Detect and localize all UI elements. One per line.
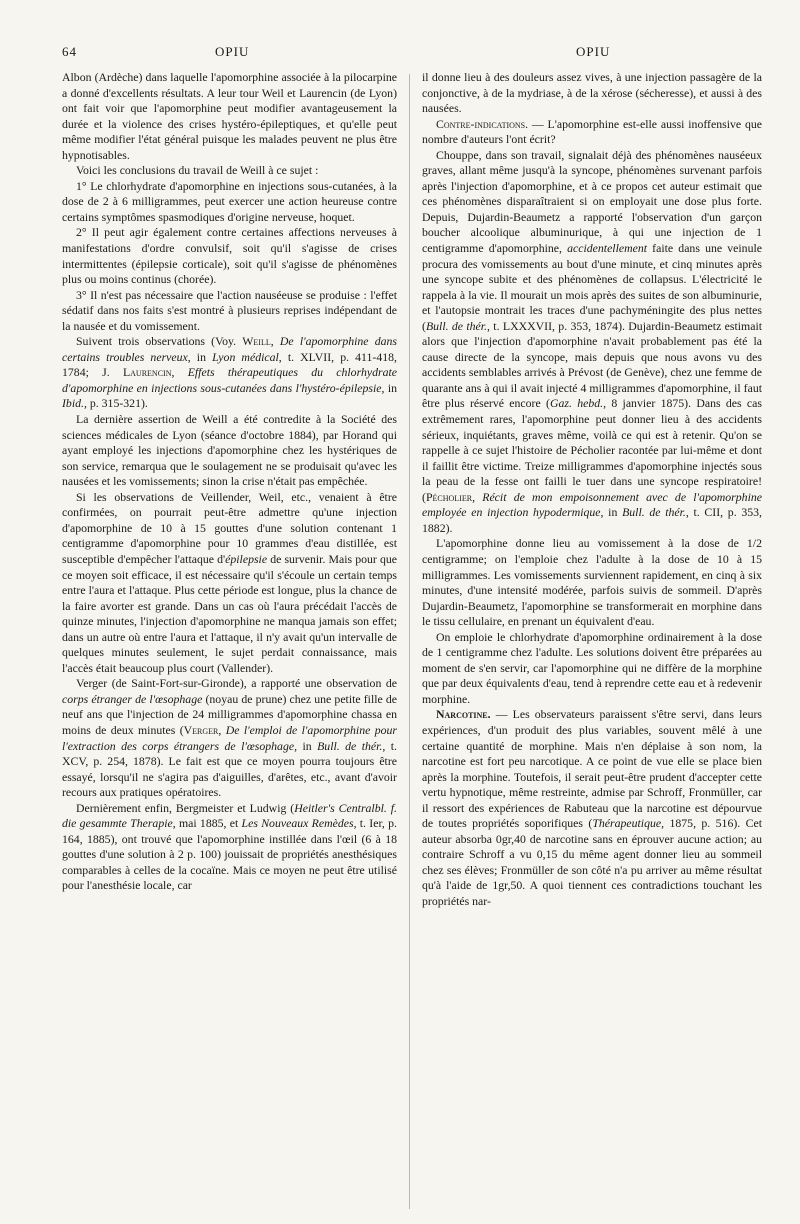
paragraph	[422, 117, 762, 148]
text-run: , t. XLVII, p. 411-418, 1784; J.	[62, 349, 397, 380]
text-run: , 1875, p. 516). Cet auteur absorba 0gr,40 de narcotine sans en éprouver aucune action; au contraire Schroff a vu 0,15 du même agent donner lieu au sommeil chez ses élèves; Fronmüller de son côté n'a pu arriver au même résultat qu'à l'aide de 1gr,50. A quoi tiennent ces contradictions touchant les propriétés nar-	[422, 816, 762, 908]
text-run: , in	[381, 380, 397, 395]
text-run: de survenir. Mais pour que ce moyen soit efficace, il est nécessaire qu'il s'écoule un certain temps entre l'aura et l'attaque. Plus cette période est longue, plus la chance de la faire avorter est grande. Dans un cas où l'aura précédait l'accès de quinze minutes, l'injection d'apomorphine ne manqua jamais son effet; dans un autre où entre l'aura et l'attaque, il n'y avait qu'un intervalle de quelques minutes seulement, le sujet perdait connaissance, mais l'accès était beaucoup plus court (Vallender).	[62, 551, 397, 675]
page-number: 64	[62, 44, 77, 59]
text-run: , t. CII, p. 353, 1882).	[422, 505, 762, 535]
left-column	[62, 70, 397, 1210]
citation-title: Les Nouveaux Remèdes	[241, 816, 354, 831]
text-run: — L'apomorphine est-elle aussi inoffensive que nombre d'auteurs l'ont écrit?	[422, 116, 762, 147]
citation-title: De l'emploi de l'apomorphine pour l'extraction des corps étrangers de l'œsophage	[62, 722, 397, 753]
citation-title: Gaz. hebd.	[549, 396, 604, 411]
paragraph	[62, 334, 397, 412]
column-divider	[409, 74, 410, 1209]
text-run: Dernièrement enfin, Bergmeister et Ludwig (	[76, 800, 295, 815]
text-run: ,	[218, 722, 226, 737]
text-run: Si les observations de Veillender, Weil, etc., venaient à être confirmées, on pourrait peut-être admettre qu'une injection d'apomorphine de 10 à 15 gouttes d'une solution contenant 1 centigramme d'apomorphine pour 10 grammes d'eau distillée, est susceptible d'empêcher l'attaque d'	[62, 489, 397, 566]
citation-title: De l'apomorphine dans certains troubles nerveux	[62, 334, 397, 364]
text-run: , mai 1885, et	[172, 816, 242, 831]
text-run: ,	[472, 489, 483, 504]
paragraph	[62, 801, 397, 894]
text-run: Suivent trois observations (Voy.	[76, 334, 243, 349]
text-run: , p. 315-321).	[83, 396, 148, 411]
text-run: , t. Ier, p. 164, 1885), ont trouvé que l'apomorphine instillée dans l'œil (6 à 18 gouttes d'une solution à 2 p. 100) jouissait de propriétés anesthésiques comparables à celles de la cocaïne. Mais ce moyen ne peut être utilisé pour l'anesthésie locale, car	[62, 816, 397, 893]
emphasis: corps étranger de l'œsophage	[62, 691, 203, 706]
paragraph: On emploie le chlorhydrate d'apomorphine ordinairement à la dose de 1 centigramme chez l'adulte. Les solutions doivent être préparées au moment de s'en servir, car l'apomorphine qui ne diffère de la morphine que par deux équivalents d'eau, tend à reprendre cette eau et à redevenir morphine.	[422, 629, 762, 706]
citation-title: Effets thérapeutiques du chlorhydrate d'apomorphine en injections sous-cutanées dans l'hystéro-épilepsie	[62, 365, 397, 395]
text-run: (noyau de prune) chez une petite fille de neuf ans que l'injection de 24 milligrammes d'apomorphine chassa en moins de deux minutes (	[62, 691, 397, 737]
paragraph: L'apomorphine donne lieu au vomissement à la dose de 1/2 centigramme; on l'emploie chez l'adulte à la dose de 10 à 15 milligrammes. Les vomissements surviennent rapidement, en cinq à six minutes, d'une intensité modérée, parfois suivis de sommeil. D'après Dujardin-Beaumetz, l'apomorphine se transformerait en morphine dans le tissu cellulaire, en prenant un équivalent d'eau.	[422, 536, 762, 629]
citation-title: Ibid.	[62, 396, 84, 411]
author-name: Verger	[183, 722, 219, 737]
text-run: ,	[270, 334, 280, 349]
paragraph: 2° Il peut agir également contre certaines affections nerveuses à manifestations d'ordre convulsif, soit qu'il s'agisse de crises intermittentes (épilepsie corticale), soit qu'il s'agisse de phénomènes plus ou moins continus (chorée).	[62, 225, 397, 287]
emphasis: épilepsie	[225, 551, 268, 566]
paragraph	[422, 707, 762, 909]
text-run: , in	[294, 738, 318, 753]
text-run: , in	[600, 505, 623, 520]
author-name: Pécholier	[425, 489, 473, 504]
right-column	[422, 70, 762, 1210]
text-run: , t. XCV, p. 254, 1878). Le fait est que ce moyen pourra toujours être essayé, lorsqu'il ne s'agira pas d'aiguilles, d'arêtes, etc., avant d'avoir recours aux pratiques opératoires.	[62, 738, 397, 800]
paragraph: 3° Il n'est pas nécessaire que l'action nauséeuse se produise : l'effet sédatif dans nos faits s'est montré à plusieurs reprises indépendant de la nausée et du vomissement.	[62, 287, 397, 333]
text-run: ,	[171, 365, 188, 380]
section-heading: Contre-indications.	[436, 116, 529, 131]
citation-title: Thérapeutique	[592, 816, 662, 831]
paragraph	[62, 490, 397, 677]
citation-title: Bull. de thér.	[622, 505, 686, 520]
citation-title: Récit de mon empoisonnement avec de l'apomorphine employée en injection hypodermique	[422, 489, 762, 520]
text-run: , t. LXXXVII, p. 353, 1874). Dujardin-Beaumetz estimait alors que l'injection d'apomorphine n'avait probablement pas été la cause directe de la syncope, mais depuis que nous avons vu des accidents semblables arrivés à Prévost (de Genève), chez une femme de quarante ans à qui il avait injecté 4 milligrammes d'apomorphine, il faut être plus réservé encore (	[422, 318, 762, 411]
text-run: — Les observateurs paraissent s'être servi, dans leurs expériences, d'un produit des plus variables, souvent mêlé à une certaine quantité de morphine. Mais n'en déplaise à son nom, la narcotine est fort peu narcotique. A ce point de vue elle se place bien après la morphine. Toutefois, il serait peut-être prudent d'accepter cette vertu hypnotique, même restreinte, admise par Schroff, Fronmüller, car il ressort des expériences de Rabuteau que la narcotine est dépourvue de toutes propriétés soporifiques (	[422, 707, 762, 831]
section-heading: Narcotine.	[436, 707, 491, 722]
citation-title: Heitler's Centralbl. f. die gesammte Therapie	[62, 800, 397, 831]
paragraph: Voici les conclusions du travail de Weill à ce sujet :	[76, 163, 319, 178]
text-run: , in	[187, 349, 213, 364]
citation-title: Bull. de thér.	[317, 738, 383, 753]
author-name: Weill	[242, 334, 271, 349]
text-run: faite dans une veinule procura des vomissements au bout d'une minute, et cinq minutes après une syncope subite et des phénomènes de collapsus. L'électricité le rappela à la vie. Il mourait un mois après des suites de son albuminurie, et l'autopsie montrait les traces d'une pachyméningite des plus nettes (	[422, 241, 762, 333]
citation-title: Lyon médical	[212, 349, 279, 364]
running-head-right: OPIU	[576, 44, 611, 59]
emphasis: accidentellement	[567, 241, 648, 256]
citation-title: Bull. de thér.	[425, 318, 488, 333]
text-run: Chouppe, dans son travail, signalait déjà des phénomènes nauséeux graves, allant même jusqu'à la syncope, phénomènes survenant parfois après l'injection d'apomorphine, et à ce propos cet auteur estimait que ces phénomènes disparaîtraient si on employait une dose plus forte. Depuis, Dujardin-Beaumetz a rapporté l'observation d'un garçon boucher alcoolique albuminurique, à qui une injection de 1 centigramme d'apomorphine,	[422, 147, 762, 256]
paragraph: Albon (Ardèche) dans laquelle l'apomorphine associée à la pilocarpine a donné d'excellents résultats. A leur tour Weil et Laurencin (de Lyon) ont fait voir que l'apomorphine peut modifier avantageusement la durée et la violence des crises hystéro-épileptiques, et qu'elle peut même modifier l'état général puisque les malades peuvent ne plus être hypnotisables.	[62, 70, 397, 162]
running-head-left: OPIU	[215, 44, 250, 59]
paragraph: il donne lieu à des douleurs assez vives, à une injection passagère de la conjonctive, à de la mydriase, à de la xérose (sécheresse), et aussi à des nausées.	[422, 70, 762, 116]
paragraph: La dernière assertion de Weill a été contredite à la Société des sciences médicales de Lyon (séance d'octobre 1884), par Horand qui ayant employé les injections d'apomorphine chez les hystériques de son service, remarqua que le soulagement ne se produisait qu'avec les nausées et les vomissements; sinon la crise n'était pas empêchée.	[62, 412, 397, 489]
paragraph	[62, 676, 397, 800]
paragraph: 1° Le chlorhydrate d'apomorphine en injections sous-cutanées, à la dose de 2 à 6 milligrammes, peut exercer une action heureuse contre certains symptômes spasmodiques d'origine nerveuse, hoquet.	[62, 178, 397, 224]
author-name: Laurencin	[122, 365, 172, 380]
text-run: Verger (de Saint-Fort-sur-Gironde), a rapporté une observation de	[76, 676, 397, 691]
paragraph	[422, 148, 762, 537]
text-run: , 8 janvier 1875). Dans des cas extrêmement rares, l'apomorphine peut donner lieu à des accidents sérieux, inquiétants, graves même, voilà ce qui est à retenir. Qu'on se rappelle à ce sujet l'histoire de Pécholier racontée par lui-même et dont il faillit être victime. Treize milligrammes d'apomorphine injectés sous la peau de la fesse ont failli le tuer dans une syncope respiratoire! (	[422, 396, 762, 504]
